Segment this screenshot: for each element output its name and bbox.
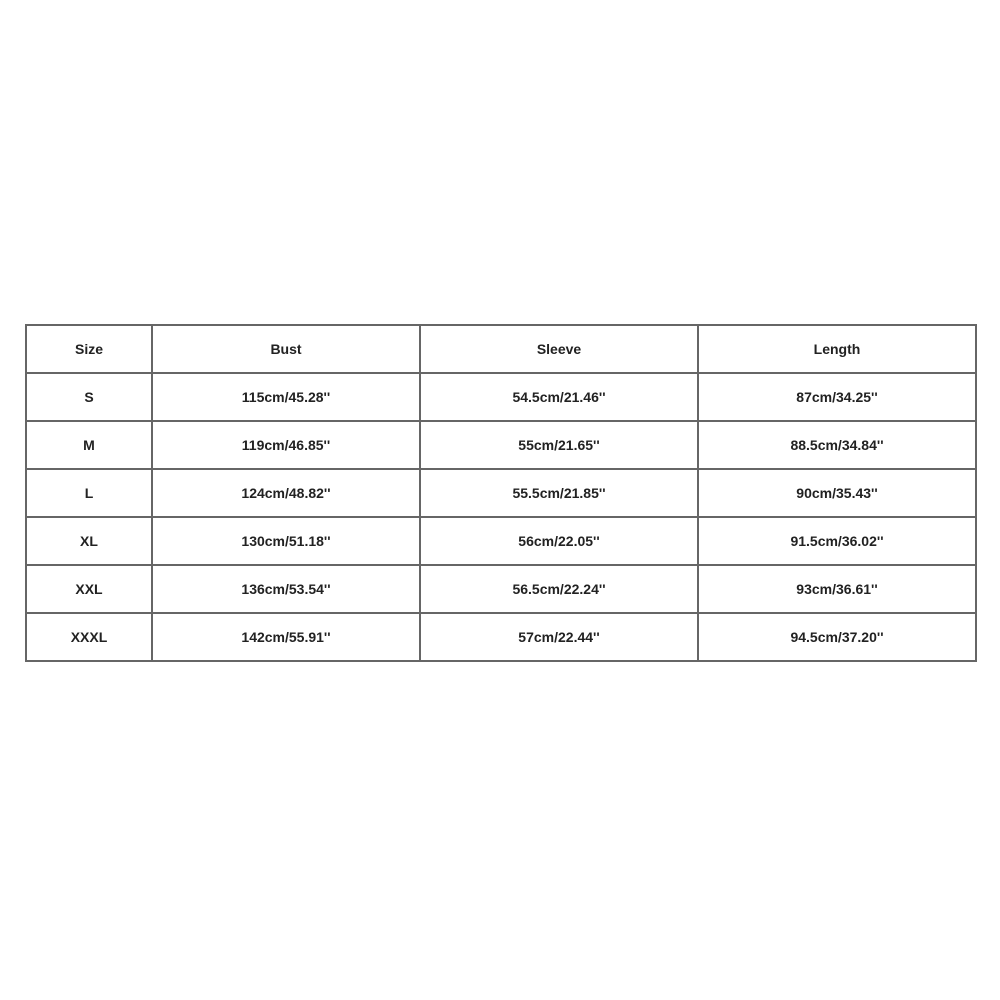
cell-length: 94.5cm/37.20'' — [698, 613, 976, 661]
table-row — [26, 421, 976, 469]
cell-size: L — [26, 469, 152, 517]
cell-length: 91.5cm/36.02'' — [698, 517, 976, 565]
cell-sleeve: 55cm/21.65'' — [420, 421, 698, 469]
cell-length: 87cm/34.25'' — [698, 373, 976, 421]
cell-bust: 136cm/53.54'' — [152, 565, 420, 613]
cell-sleeve: 56cm/22.05'' — [420, 517, 698, 565]
cell-sleeve: 54.5cm/21.46'' — [420, 373, 698, 421]
header-size: Size — [26, 325, 152, 373]
cell-size: M — [26, 421, 152, 469]
cell-sleeve: 55.5cm/21.85'' — [420, 469, 698, 517]
table-row — [26, 565, 976, 613]
cell-size: XL — [26, 517, 152, 565]
header-bust: Bust — [152, 325, 420, 373]
header-row — [26, 325, 976, 373]
cell-bust: 115cm/45.28'' — [152, 373, 420, 421]
cell-length: 88.5cm/34.84'' — [698, 421, 976, 469]
table-row — [26, 469, 976, 517]
table-row — [26, 517, 976, 565]
size-chart-table — [25, 324, 977, 662]
cell-size: XXXL — [26, 613, 152, 661]
table-row — [26, 373, 976, 421]
table-row — [26, 613, 976, 661]
cell-size: S — [26, 373, 152, 421]
cell-bust: 124cm/48.82'' — [152, 469, 420, 517]
cell-sleeve: 57cm/22.44'' — [420, 613, 698, 661]
cell-sleeve: 56.5cm/22.24'' — [420, 565, 698, 613]
cell-bust: 142cm/55.91'' — [152, 613, 420, 661]
header-length: Length — [698, 325, 976, 373]
cell-length: 90cm/35.43'' — [698, 469, 976, 517]
cell-size: XXL — [26, 565, 152, 613]
cell-length: 93cm/36.61'' — [698, 565, 976, 613]
cell-bust: 119cm/46.85'' — [152, 421, 420, 469]
cell-bust: 130cm/51.18'' — [152, 517, 420, 565]
header-sleeve: Sleeve — [420, 325, 698, 373]
